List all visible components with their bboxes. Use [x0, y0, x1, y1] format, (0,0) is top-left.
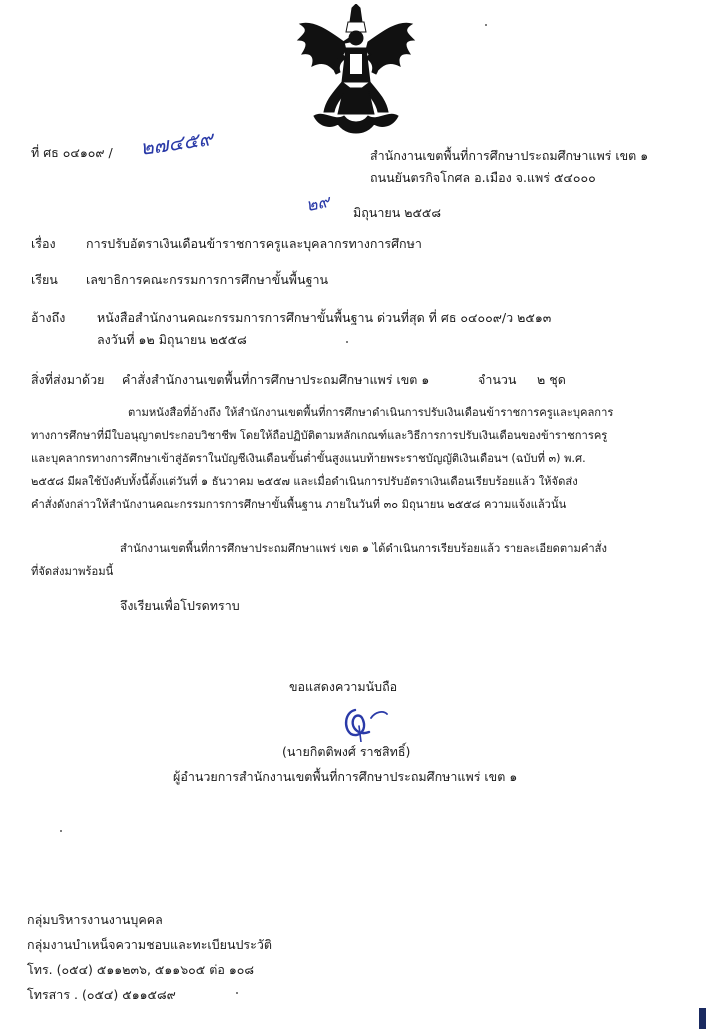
body-paragraph-1-line-2: ทางการศึกษาที่มีใบอนุญาตประกอบวิชาชีพ โดยให้ถือปฏิบัติตามหลักเกณฑ์และวิธีการการปรับเงินเดือนของข้าราชการครู: [31, 429, 608, 442]
subject-label: เรื่อง: [31, 236, 56, 251]
footer-line-2: กลุ่มงานบำเหน็จความชอบและทะเบียนประวัติ: [27, 937, 272, 952]
signer-name: (นายกิตติพงศ์ ราชสิทธิ์): [282, 744, 411, 759]
footer-line-3: โทร. (๐๕๔) ๕๑๑๒๓๖, ๕๑๑๖๐๕ ต่อ ๑๐๘: [27, 962, 255, 977]
scan-speck: [60, 830, 62, 832]
signature-icon: [337, 702, 397, 742]
scan-speck: [485, 24, 487, 26]
reference-line-2: ลงวันที่ ๑๒ มิถุนายน ๒๕๕๘: [97, 332, 247, 347]
signer-title: ผู้อำนวยการสำนักงานเขตพื้นที่การศึกษาประถมศึกษาแพร่ เขต ๑: [173, 769, 518, 784]
recipient-text: เลขาธิการคณะกรรมการการศึกษาขั้นพื้นฐาน: [86, 272, 329, 287]
body-paragraph-1-line-1: ตามหนังสือที่อ้างถึง ให้สำนักงานเขตพื้นที่การศึกษาดำเนินการปรับเงินเดือนข้าราชการครูและบุคลการ: [128, 406, 614, 419]
scan-speck: [346, 341, 348, 343]
reference-handwritten: ๒๗๔๕๙: [138, 126, 215, 160]
sender-office: สำนักงานเขตพื้นที่การศึกษาประถมศึกษาแพร่ เขต ๑: [370, 148, 649, 163]
date-text: มิถุนายน ๒๕๕๘: [353, 205, 442, 220]
enclosure-text: คำสั่งสำนักงานเขตพื้นที่การศึกษาประถมศึกษาแพร่ เขต ๑: [122, 372, 430, 387]
garuda-emblem-icon: [294, 4, 418, 138]
reference-line-1: หนังสือสำนักงานคณะกรรมการการศึกษาขั้นพื้นฐาน ด่วนที่สุด ที่ ศธ ๐๔๐๐๙/ว ๒๕๑๓: [97, 310, 552, 325]
body-paragraph-1-line-4: ๒๕๕๘ มีผลใช้บังคับทั้งนี้ตั้งแต่วันที่ ๑ ธันวาคม ๒๕๕๗ และเมื่อดำเนินการปรับอัตราเงินเดือนเรียบร้อยแล้ว ให้จัดส่ง: [31, 475, 578, 488]
closing-request: จึงเรียนเพื่อโปรดทราบ: [120, 598, 240, 613]
closing-respect: ขอแสดงความนับถือ: [289, 679, 398, 694]
subject-text: การปรับอัตราเงินเดือนข้าราชการครูและบุคลากรทางการศึกษา: [86, 236, 422, 251]
scan-speck: [236, 992, 238, 994]
reference-number: ที่ ศธ ๐๔๑๐๙ /: [31, 145, 113, 160]
footer-line-1: กลุ่มบริหารงานงานบุคคล: [27, 912, 163, 927]
body-paragraph-1-line-5: คำสั่งดังกล่าวให้สำนักงานคณะกรรมการการศึกษาขั้นพื้นฐาน ภายในวันที่ ๓๐ มิถุนายน ๒๕๕๘ ความแจ้งแล้วนั้น: [31, 498, 567, 511]
body-paragraph-1-line-3: และบุคลากรทางการศึกษาเข้าสู่อัตราในบัญชีเงินเดือนขั้นต่ำขั้นสูงแนบท้ายพระราชบัญญัติเงินเดือนฯ (ฉบับที่ ๓) พ.ศ.: [31, 452, 586, 465]
enclosure-label: สิ่งที่ส่งมาด้วย: [31, 372, 105, 387]
sender-address: ถนนยันตรกิจโกศล อ.เมือง จ.แพร่ ๕๔๐๐๐: [370, 170, 596, 185]
body-paragraph-2-line-2: ที่จัดส่งมาพร้อมนี้: [31, 565, 114, 578]
footer-line-4: โทรสาร . (๐๕๔) ๕๑๑๕๘๙: [27, 987, 176, 1002]
recipient-label: เรียน: [31, 272, 58, 287]
enclosure-quantity-label: จำนวน: [478, 372, 517, 387]
enclosure-quantity: ๒ ชุด: [537, 372, 566, 387]
scan-edge-mark: [699, 1008, 706, 1029]
date-day-handwritten: ๒๙: [304, 191, 332, 217]
body-paragraph-2-line-1: สำนักงานเขตพื้นที่การศึกษาประถมศึกษาแพร่ เขต ๑ ได้ดำเนินการเรียบร้อยแล้ว รายละเอียดตามคำสั่ง: [120, 542, 607, 555]
reference-label: อ้างถึง: [31, 310, 66, 325]
